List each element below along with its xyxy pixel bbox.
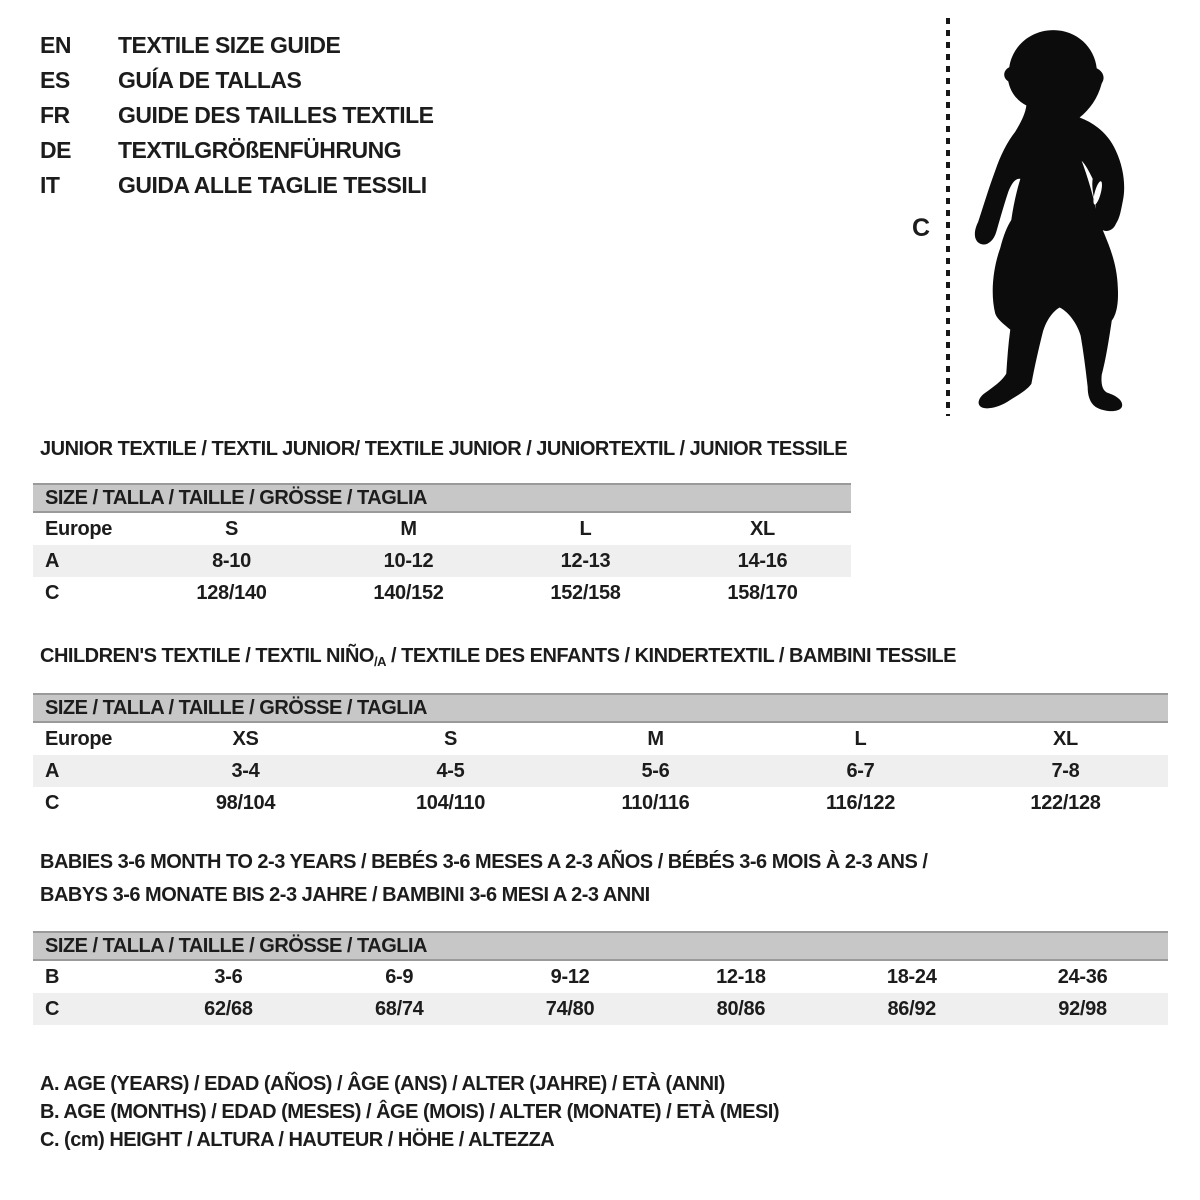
baby-silhouette-icon	[963, 14, 1146, 416]
legend-line-b: B. AGE (MONTHS) / EDAD (MESES) / ÂGE (MOIS) / ALTER (MONATE) / ETÀ (MESI)	[40, 1101, 780, 1123]
months-value: 12-18	[716, 966, 766, 988]
age-value: 10-12	[383, 550, 434, 572]
language-row-de	[40, 133, 434, 168]
table-row-height	[33, 993, 1168, 1025]
table-row-height	[33, 787, 1168, 819]
table-row-age	[33, 755, 1168, 787]
size-header-bar: SIZE / TALLA / TAILLE / GRÖSSE / TAGLIA	[33, 693, 1168, 723]
language-title: GUÍA DE TALLAS	[118, 67, 302, 93]
children-heading-pre: CHILDREN'S TEXTILE / TEXTIL NIÑO	[40, 645, 374, 667]
row-label: C	[45, 998, 60, 1020]
row-label: A	[45, 760, 60, 782]
months-value: 3-6	[214, 966, 243, 988]
height-value: 104/110	[415, 792, 486, 814]
size-value: L	[854, 728, 867, 750]
babies-size-table	[33, 931, 1168, 1025]
size-value: XL	[750, 518, 775, 540]
months-value: 6-9	[385, 966, 414, 988]
months-value: 18-24	[886, 966, 937, 988]
language-code: IT	[40, 172, 60, 198]
height-value: 62/68	[204, 998, 253, 1020]
language-row-it	[40, 168, 434, 203]
row-label: C	[45, 582, 60, 604]
size-header-bar: SIZE / TALLA / TAILLE / GRÖSSE / TAGLIA	[33, 483, 851, 513]
legend	[40, 1070, 779, 1154]
age-value: 3-4	[231, 760, 260, 782]
height-value: 80/86	[716, 998, 766, 1020]
height-measure-label: C	[912, 214, 931, 242]
months-value: 24-36	[1057, 966, 1108, 988]
height-value: 86/92	[887, 998, 937, 1020]
children-heading-sub: /A	[373, 654, 386, 669]
language-row-fr	[40, 98, 434, 133]
height-measure-dashed-line	[946, 18, 950, 416]
language-code: ES	[40, 67, 70, 93]
height-value: 122/128	[1030, 792, 1101, 814]
language-list	[40, 28, 434, 203]
height-value: 128/140	[196, 582, 267, 604]
height-value: 110/116	[621, 792, 690, 814]
age-value: 12-13	[560, 550, 611, 572]
size-value: M	[400, 518, 417, 540]
junior-size-table	[33, 483, 851, 609]
row-label: A	[45, 550, 60, 572]
size-value: L	[579, 518, 592, 540]
language-code: DE	[40, 137, 71, 163]
table-row-europe	[33, 513, 851, 545]
height-value: 68/74	[374, 998, 424, 1020]
row-label: C	[45, 792, 60, 814]
table-row-age	[33, 545, 851, 577]
legend-line-a: A. AGE (YEARS) / EDAD (AÑOS) / ÂGE (ANS) / ALTER (JAHRE) / ETÀ (ANNI)	[40, 1073, 725, 1095]
height-value: 116/122	[825, 792, 896, 814]
language-title: TEXTILE SIZE GUIDE	[118, 32, 341, 58]
months-value: 9-12	[550, 966, 590, 988]
children-size-table	[33, 693, 1168, 819]
legend-line-c: C. (cm) HEIGHT / ALTURA / HAUTEUR / HÖHE / ALTEZZA	[40, 1129, 555, 1151]
children-heading-post: / TEXTILE DES ENFANTS / KINDERTEXTIL / BAMBINI TESSILE	[385, 645, 956, 667]
language-title: TEXTILGRÖßENFÜHRUNG	[118, 137, 402, 163]
table-row-months	[33, 961, 1168, 993]
table-row-height	[33, 577, 851, 609]
height-value: 140/152	[373, 582, 444, 604]
language-title: GUIDA ALLE TAGLIE TESSILI	[118, 172, 427, 198]
age-value: 7-8	[1051, 760, 1080, 782]
language-row-es	[40, 63, 434, 98]
babies-section-heading-line1: BABIES 3-6 MONTH TO 2-3 YEARS / BEBÉS 3-6 MESES A 2-3 AÑOS / BÉBÉS 3-6 MOIS À 2-3 ANS /	[40, 851, 928, 873]
size-value: M	[647, 728, 664, 750]
age-value: 8-10	[212, 550, 251, 572]
size-header-bar: SIZE / TALLA / TAILLE / GRÖSSE / TAGLIA	[33, 931, 1168, 961]
row-label: Europe	[45, 728, 113, 750]
language-row-en	[40, 28, 434, 63]
age-value: 6-7	[846, 760, 875, 782]
height-value: 98/104	[215, 792, 276, 814]
height-value: 152/158	[550, 582, 621, 604]
age-value: 4-5	[436, 760, 465, 782]
age-value: 5-6	[641, 760, 670, 782]
size-value: S	[224, 518, 239, 540]
size-value: S	[443, 728, 458, 750]
junior-section-heading: JUNIOR TEXTILE / TEXTIL JUNIOR/ TEXTILE JUNIOR / JUNIORTEXTIL / JUNIOR TESSILE	[40, 438, 848, 460]
babies-section-heading-line2: BABYS 3-6 MONATE BIS 2-3 JAHRE / BAMBINI 3-6 MESI A 2-3 ANNI	[40, 884, 650, 906]
table-row-europe	[33, 723, 1168, 755]
children-section-heading	[40, 645, 956, 669]
height-value: 92/98	[1058, 998, 1107, 1020]
size-value: XL	[1053, 728, 1078, 750]
height-value: 158/170	[727, 582, 798, 604]
row-label: B	[45, 966, 60, 988]
height-value: 74/80	[545, 998, 595, 1020]
size-value: XS	[232, 728, 259, 750]
language-code: FR	[40, 102, 70, 128]
language-code: EN	[40, 32, 71, 58]
age-value: 14-16	[737, 550, 788, 572]
language-title: GUIDE DES TAILLES TEXTILE	[118, 102, 434, 128]
row-label: Europe	[45, 518, 113, 540]
